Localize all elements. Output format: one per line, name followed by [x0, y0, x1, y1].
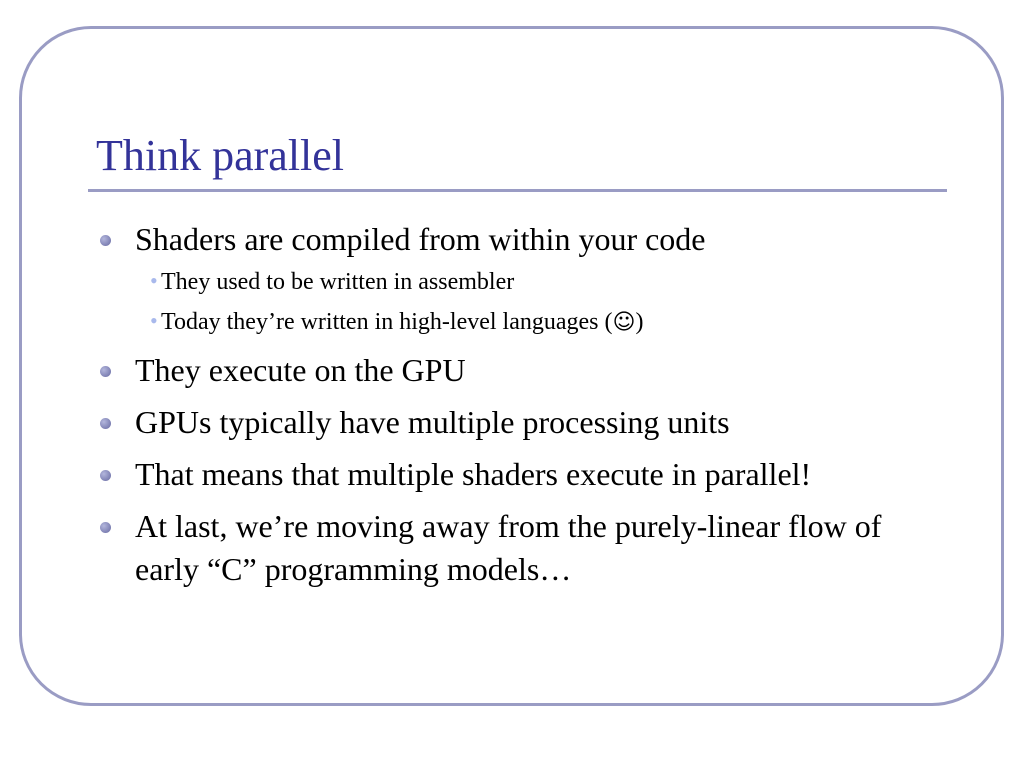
small-dot-bullet-icon: •	[150, 308, 158, 333]
round-bullet-icon	[100, 470, 111, 481]
bullet-item	[96, 505, 926, 591]
bullet-item	[96, 453, 926, 496]
round-bullet-icon	[100, 522, 111, 533]
round-bullet-icon	[100, 418, 111, 429]
smiley-face-icon: ☺	[612, 310, 636, 335]
sub-bullet-text-before: Today they’re written in high-level languages (	[161, 309, 613, 335]
bullet-list	[96, 218, 926, 591]
bullet-text: That means that multiple shaders execute in parallel!	[135, 456, 812, 492]
bullet-text: They execute on the GPU	[135, 352, 466, 388]
bullet-item	[96, 401, 926, 444]
bullet-text: Shaders are compiled from within your code	[135, 221, 706, 257]
bullet-item	[96, 349, 926, 392]
sub-bullet-text-after: )	[635, 309, 644, 335]
round-bullet-icon	[100, 235, 111, 246]
sub-bullet-item	[135, 264, 926, 300]
bullet-text: At last, we’re moving away from the purely-linear flow of early “C” programming models…	[135, 508, 882, 587]
round-bullet-icon	[100, 366, 111, 377]
sub-bullet-text: They used to be written in assembler	[161, 269, 515, 295]
sub-bullet-item	[135, 304, 926, 341]
bullet-item	[96, 218, 926, 261]
small-dot-bullet-icon: •	[150, 268, 158, 293]
title-underline	[88, 189, 947, 192]
bullet-text: GPUs typically have multiple processing units	[135, 404, 730, 440]
slide-title: Think parallel	[96, 131, 345, 180]
